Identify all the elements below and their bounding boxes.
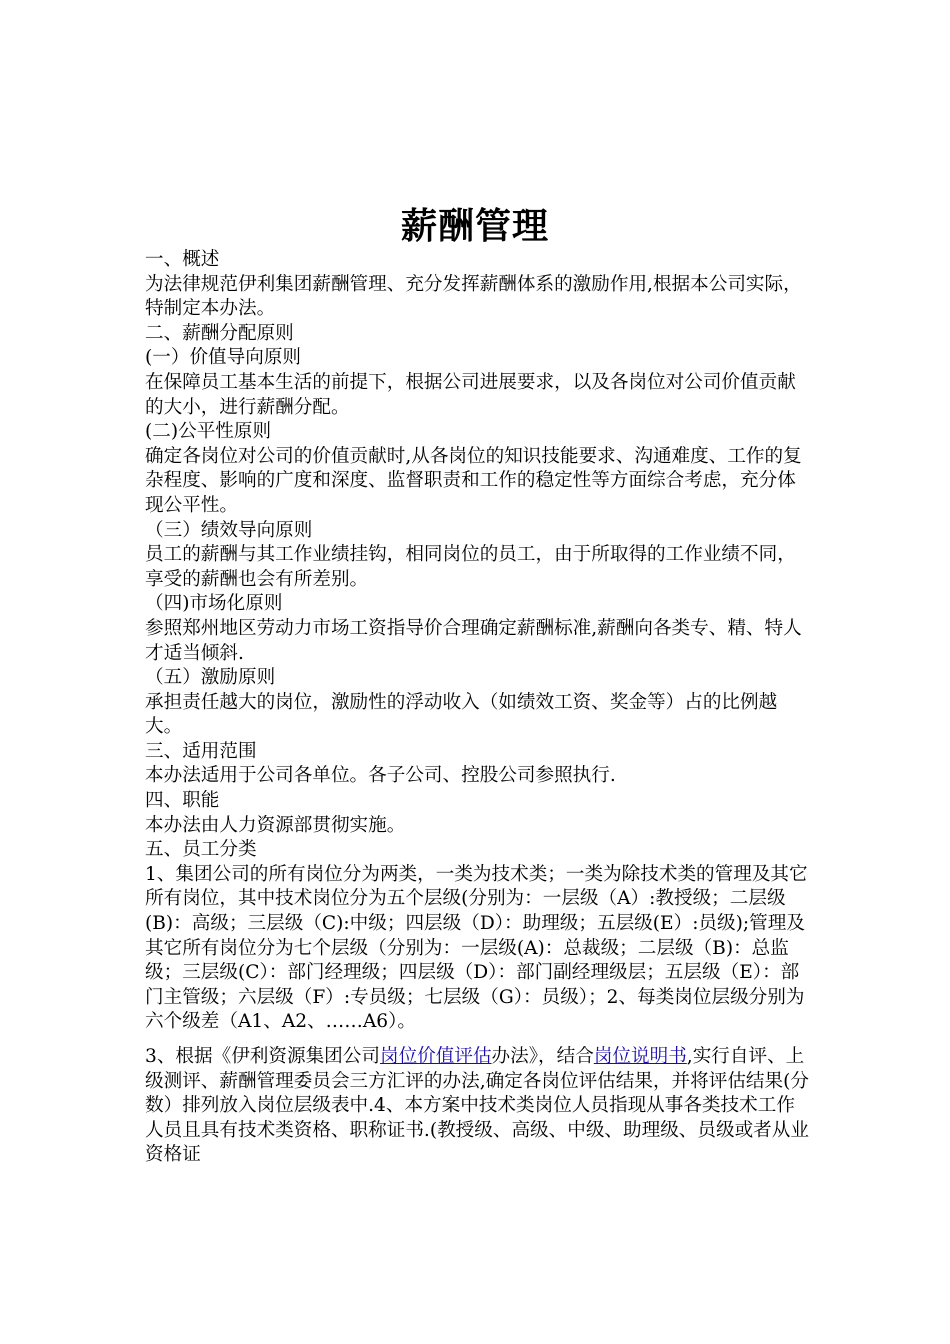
subsection-heading: （四)市场化原则 <box>145 593 283 615</box>
subsection-heading: （三）绩效导向原则 <box>145 519 313 541</box>
section-heading-scope: 三、适用范围 <box>145 740 257 762</box>
text-segment: 办法》，结合 <box>491 1046 594 1067</box>
paragraph: 员工的薪酬与其工作业绩挂钩，相同岗位的员工，由于所取得的工作业绩不同，享受的薪酬也会有所差别。 <box>145 544 796 590</box>
job-value-evaluation-link[interactable]: 岗位价值评估 <box>379 1046 492 1067</box>
text-segment: 3、根据《伊利资源集团公司 <box>145 1046 380 1067</box>
section-heading-principles: 二、薪酬分配原则 <box>145 322 294 344</box>
paragraph: 确定各岗位对公司的价值贡献时,从各岗位的知识技能要求、沟通难度、工作的复杂程度、影响的广度和深度、监督职责和工作的稳定性等方面综合考虑，充分体现公平性。 <box>145 445 802 516</box>
paragraph: 本办法适用于公司各单位。各子公司、控股公司参照执行. <box>145 765 616 787</box>
subsection-heading: (二)公平性原则 <box>145 421 272 443</box>
document-title: 薪酬管理 <box>400 205 549 247</box>
document-body <box>145 248 810 1168</box>
paragraph: 在保障员工基本生活的前提下，根据公司进展要求，以及各岗位对公司价值贡献的大小，进行薪酬分配。 <box>145 371 796 418</box>
paragraph: 本办法由人力资源部贯彻实施。 <box>145 814 406 836</box>
paragraph-with-links <box>145 1045 810 1168</box>
subsection-heading: （五）激励原则 <box>145 667 276 689</box>
paragraph: 1、集团公司的所有岗位分为两类，一类为技术类；一类为除技术类的管理及其它所有岗位，其中技术岗位分为五个层级(分别为：一层级（A）:教授级；二层级(B)：高级；三层级（C):中级；四层级（D）：助理级；五层级(E）:员级);管理及其它所有岗位分为七个层级（分别为：一层级(A)：总裁级；二层级（B)：总监级；三层级(C）：部门经理级；四层级（D）：部门副经理级层；五层级（E）：部门主管级；六层级（F）:专员级；七层级（G）：员级）；2、每类岗位层级分别为六个级差（A1、A2、……A6）。 <box>145 863 808 1033</box>
paragraph: 为法律规范伊利集团薪酬管理、充分发挥薪酬体系的激励作用,根据本公司实际，特制定本办法。 <box>145 273 802 320</box>
text-segment: ,实行自评、上级测评、薪酬管理委员会三方汇评的办法,确定各岗位评估结果，并将评估结果(分数）排列放入岗位层级表中.4、本方案中技术类岗位人员指现从事各类技术工作人员且具有技术类资格、职称证书.(教授级、高级、中级、助理级、员级或者从业资格证 <box>145 1046 809 1166</box>
paragraph: 参照郑州地区劳动力市场工资指导价合理确定薪酬标准,薪酬向各类专、精、特人才适当倾斜. <box>145 617 802 664</box>
job-description-link[interactable]: 岗位说明书 <box>593 1046 687 1067</box>
paragraph: 承担责任越大的岗位，激励性的浮动收入（如绩效工资、奖金等）占的比例越大。 <box>145 691 778 738</box>
subsection-heading: (一）价值导向原则 <box>145 347 302 369</box>
section-heading-overview: 一、概述 <box>145 249 220 270</box>
section-heading-function: 四、职能 <box>145 790 220 812</box>
section-heading-classification: 五、员工分类 <box>145 839 257 861</box>
